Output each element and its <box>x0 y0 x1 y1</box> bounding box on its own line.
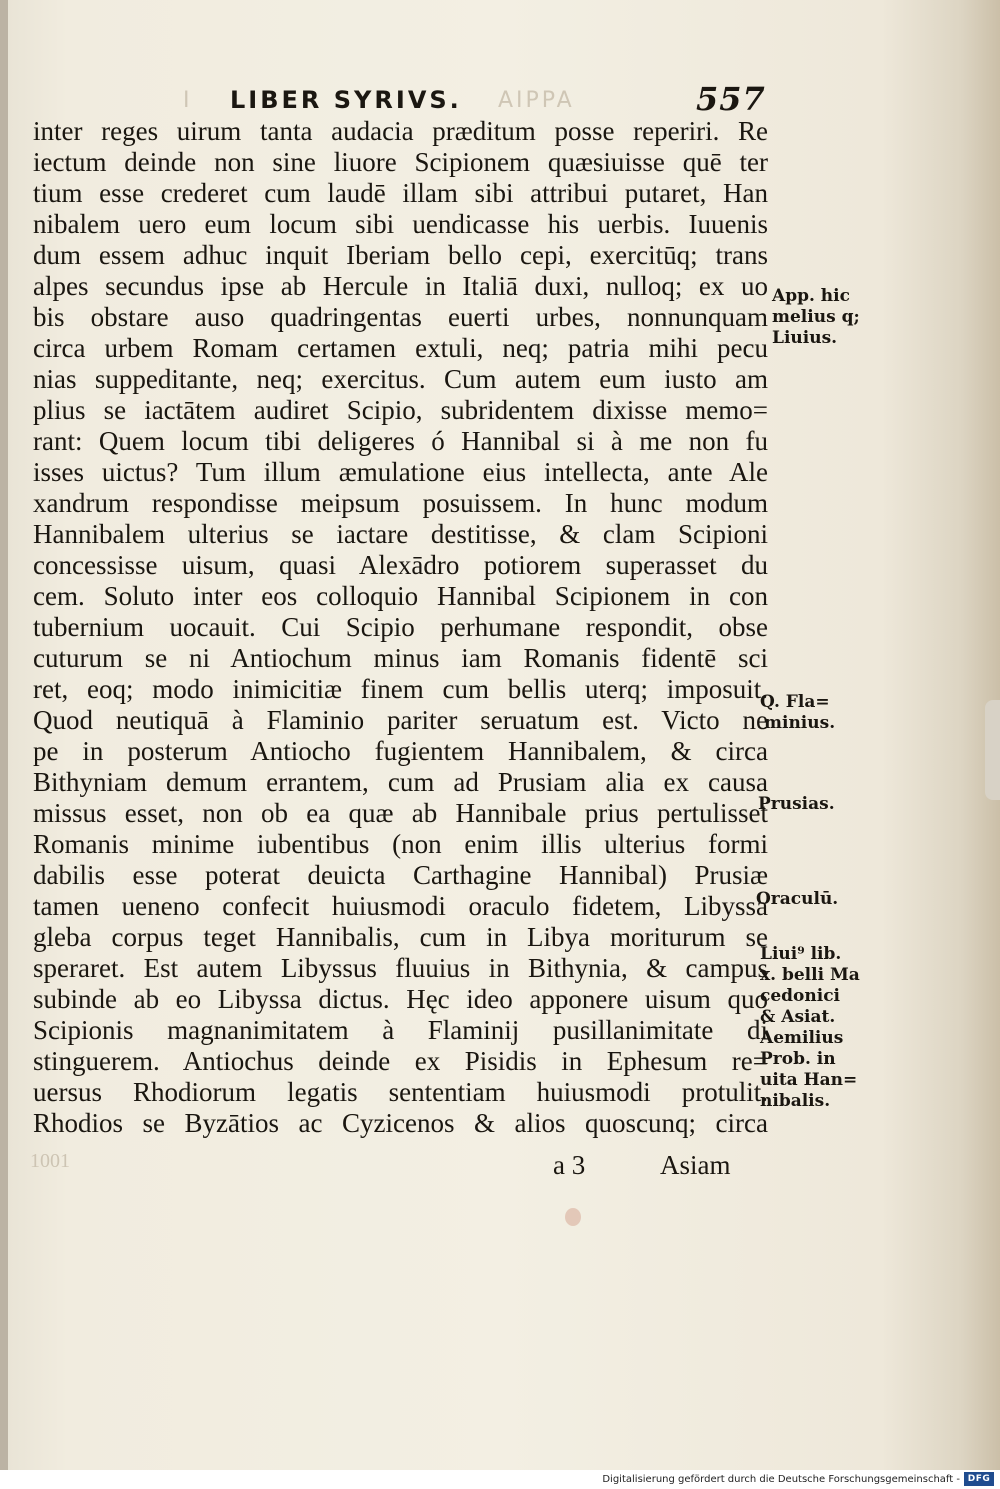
margin-note-line: melius q; <box>772 307 860 327</box>
margin-note-prusias <box>758 794 835 815</box>
text-line: plius se iactātem audiret Scipio, subridentem dixisse memo= <box>33 395 768 425</box>
text-line: circa urbem Romam certamen extuli, neq; patria mihi pecu <box>33 333 768 363</box>
text-line: speraret. Est autem Libyssus fluuius in Bithynia, & campus <box>33 953 768 983</box>
margin-note-line: Liui⁹ lib. <box>760 944 842 964</box>
text-line: dabilis esse poterat deuicta Carthagine Hannibal) Prusiæ <box>33 860 768 890</box>
text-line: uersus Rhodiorum legatis sententiam huiusmodi protulit. <box>33 1077 768 1107</box>
text-line: gleba corpus teget Hannibalis, cum in Libya moriturum se <box>33 922 768 952</box>
text-line: missus esset, non ob ea quæ ab Hannibale prius pertulisset <box>33 798 768 828</box>
text-line: Romanis minime iubentibus (non enim illis ulterius formi <box>33 829 768 859</box>
text-line: tium esse crederet cum laudē illam sibi attribui putaret, Han <box>33 178 768 208</box>
text-line: alpes secundus ipse ab Hercule in Italiā duxi, nulloq; ex uo <box>33 271 768 301</box>
margin-note-oraculum <box>756 889 838 910</box>
margin-note-livius-reference <box>760 944 860 1112</box>
text-line: tubernium uocauit. Cui Scipio perhumane respondit, obse <box>33 612 768 642</box>
show-through-foot: 1001 <box>30 1150 70 1172</box>
text-line: dum essem adhuc inquit Iberiam bello cepi, exercitūq; trans <box>33 240 768 270</box>
text-line: Rhodios se Byzātios ac Cyzicenos & alios quoscunq; circa <box>33 1108 768 1138</box>
text-line: cem. Soluto inter eos colloquio Hannibal Scipionem in con <box>33 581 768 611</box>
text-line: inter reges uirum tanta audacia præditum posse reperiri. Re <box>33 116 768 146</box>
margin-note-flaminius <box>760 692 835 734</box>
text-line: bis obstare auso quadringentas euerti urbes, nonnunquam <box>33 302 768 332</box>
digitization-footer <box>0 1470 1000 1489</box>
running-head: LIBER SYRIVS. <box>230 86 462 114</box>
text-line: stinguerem. Antiochus deinde ex Pisidis in Ephesum re= <box>33 1046 768 1076</box>
text-line: xandrum respondisse meipsum posuissem. In hunc modum <box>33 488 768 518</box>
margin-note-line: & Asiat. <box>760 1007 836 1027</box>
dfg-logo: DFG <box>964 1472 994 1486</box>
margin-note-line: x. belli Ma <box>760 965 860 985</box>
catchword: Asiam <box>660 1150 731 1180</box>
text-line: isses uictus? Tum illum æmulatione eius intellecta, ante Ale <box>33 457 768 487</box>
paper-stain <box>565 1208 581 1226</box>
margin-note-line: Prob. in <box>760 1049 836 1069</box>
text-line: nias suppeditante, neq; exercitus. Cum autem eum iusto am <box>33 364 768 394</box>
margin-note-line: minius. <box>764 713 836 733</box>
text-line: Hannibalem ulterius se iactare destitisse, & clam Scipioni <box>33 519 768 549</box>
margin-note-line: uita Han= <box>760 1070 858 1090</box>
margin-note-line: nibalis. <box>760 1091 831 1111</box>
text-line: concessisse uisum, quasi Alexādro potiorem superasset du <box>33 550 768 580</box>
text-line: nibalem uero eum locum sibi uendicasse his uerbis. Iuuenis <box>33 209 768 239</box>
text-line: tamen ueneno confecit huiusmodi oraculo fidetem, Libyssa <box>33 891 768 921</box>
margin-note-line: Prusias. <box>758 794 835 814</box>
margin-note-appian-livius <box>772 286 860 349</box>
text-line: Scipionis magnanimitatem à Flaminij pusillanimitate di <box>33 1015 768 1045</box>
margin-note-line: Oraculū. <box>756 889 839 909</box>
text-line: Bithyniam demum errantem, cum ad Prusiam alia ex causa <box>33 767 768 797</box>
margin-note-line: Q. Fla= <box>760 692 830 712</box>
text-line: cuturum se ni Antiochum minus iam Romanis fidentē sci <box>33 643 768 673</box>
digitization-credit: Digitalisierung gefördert durch die Deutsche Forschungsgemeinschaft - <box>602 1474 960 1485</box>
text-line: pe in posterum Antiocho fugientem Hannibalem, & circa <box>33 736 768 766</box>
folio-number: 557 <box>696 80 766 118</box>
text-line: subinde ab eo Libyssa dictus. Hęc ideo apponere uisum quo <box>33 984 768 1014</box>
show-through-head-right: AIPPA <box>498 88 575 113</box>
signature-mark: a 3 <box>553 1150 586 1180</box>
margin-note-line: Aemilius <box>760 1028 844 1048</box>
main-text-block <box>33 116 768 1139</box>
text-line: ret, eoq; modo inimicitiæ finem cum bellis uterq; imposuit. <box>33 674 768 704</box>
margin-note-line: cedonici <box>760 986 841 1006</box>
text-line: iectum deinde non sine liuore Scipionem quæsiuisse quē ter <box>33 147 768 177</box>
margin-note-line: App. hic <box>772 286 850 306</box>
show-through-head-left: I <box>183 88 193 113</box>
margin-note-line: Liuius. <box>772 328 838 348</box>
page-edge-tab <box>985 700 1000 800</box>
text-line: rant: Quem locum tibi deligeres ó Hannibal si à me non fu <box>33 426 768 456</box>
text-line: Quod neutiquā à Flaminio pariter seruatum est. Victo ne <box>33 705 768 735</box>
